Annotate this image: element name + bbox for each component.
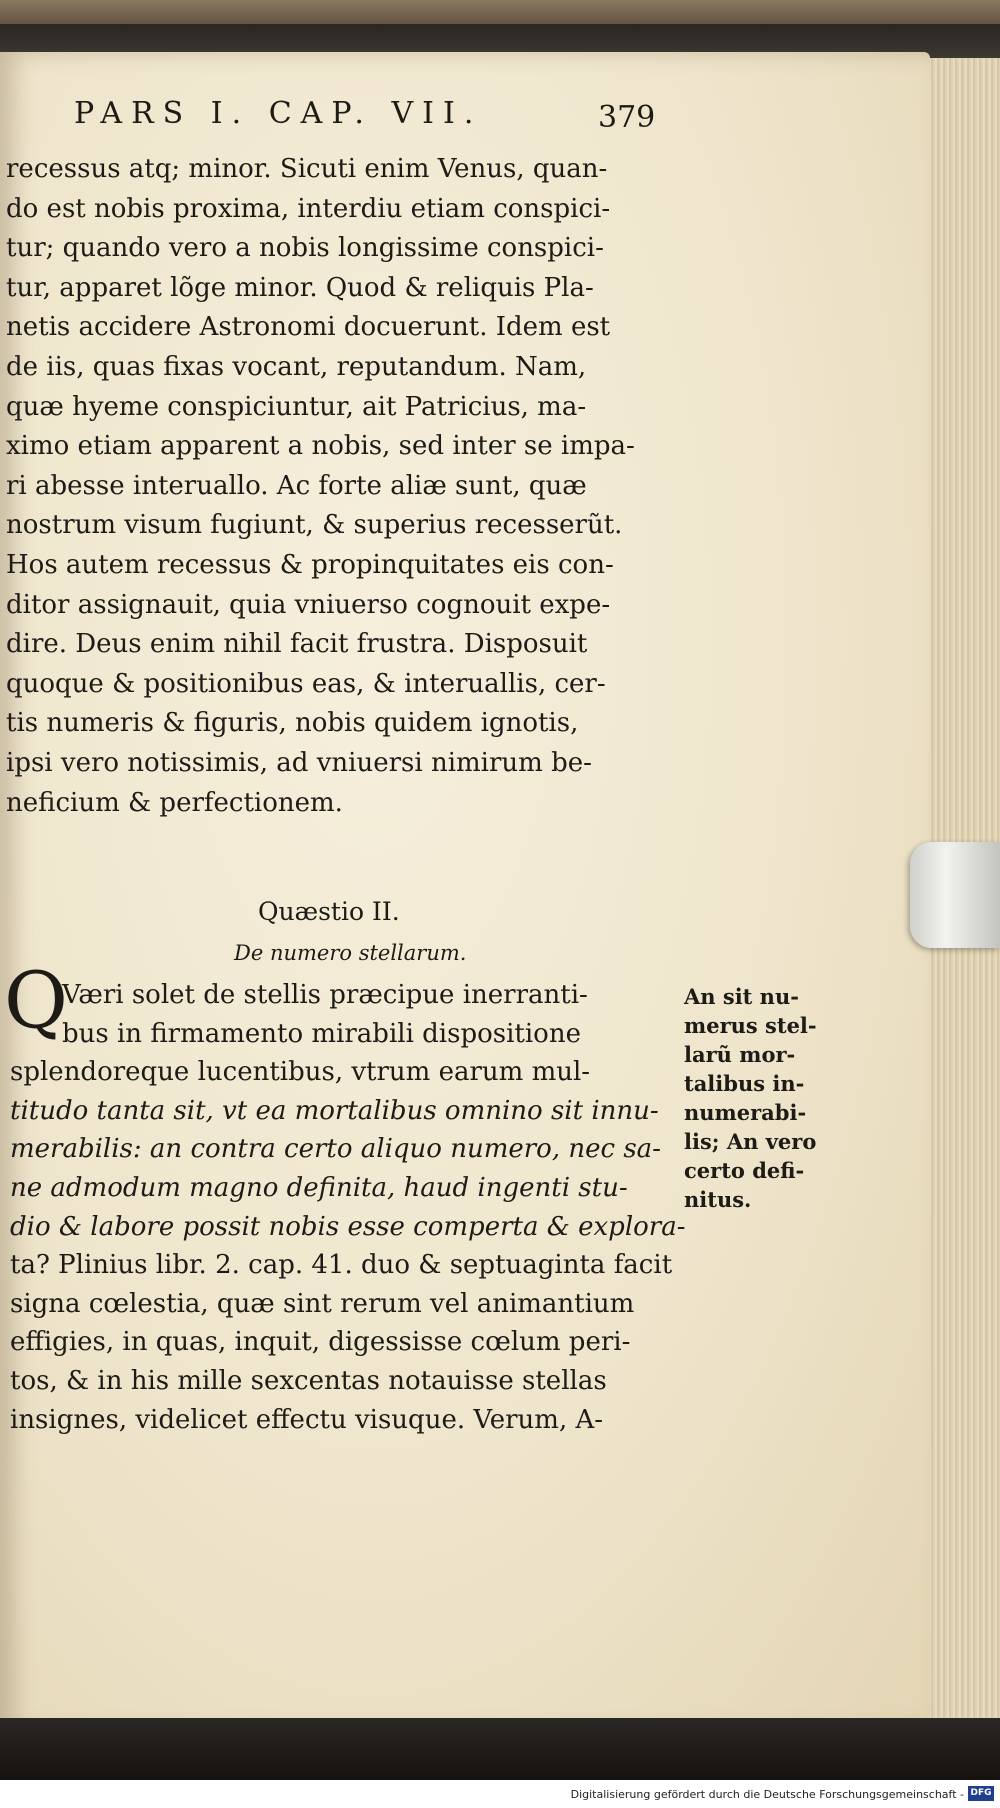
text-line: splendoreque lucentibus, vtrum earum mul-	[10, 1057, 591, 1088]
text-line: netis accidere Astronomi docuerunt. Idem est	[6, 312, 611, 343]
text-line: signa cœlestia, quæ sint rerum vel animantium	[10, 1288, 635, 1319]
text-line: ta? Plinius libr. 2. cap. 41. duo & septuaginta facit	[10, 1250, 673, 1281]
text-line: quoque & positionibus eas, & interuallis, cer-	[6, 668, 606, 699]
text-line: dio & labore possit nobis esse comperta & explora-	[10, 1211, 686, 1242]
text-line: quæ hyeme conspiciuntur, ait Patricius, ma-	[6, 391, 587, 422]
funding-credit: Digitalisierung gefördert durch die Deutsche Forschungsgemeinschaft -	[570, 1788, 964, 1801]
page-clip	[910, 842, 1000, 948]
text-line: ri abesse interuallo. Ac forte aliæ sunt, quæ	[6, 470, 587, 501]
text-line: ipsi vero notissimis, ad vniuersi nimirum be-	[6, 747, 592, 778]
text-line: nostrum visum fugiunt, & superius recesserũt.	[6, 510, 623, 541]
text-line: recessus atq; minor. Sicuti enim Venus, quan-	[6, 154, 608, 184]
text-line: neficium & perfectionem.	[6, 787, 343, 818]
book-cover-bottom	[0, 1718, 1000, 1780]
text-line: ximo etiam apparent a nobis, sed inter se impa-	[6, 431, 635, 462]
marginal-note-line: numerabi-	[684, 1100, 807, 1125]
text-line: ne admodum magno definita, haud ingenti stu-	[10, 1172, 628, 1203]
marginal-note-line: lis; An vero	[684, 1129, 817, 1154]
text-line: tur, apparet lõge minor. Quod & reliquis Pla-	[6, 272, 594, 303]
marginal-note-line: merus stel-	[684, 1013, 817, 1038]
marginal-note-line: An sit nu-	[684, 984, 799, 1009]
drop-cap: Q	[4, 956, 68, 1046]
text-line: bus in firmamento mirabili dispositione	[62, 1018, 581, 1049]
body-text-section-1	[6, 150, 676, 823]
text-line: do est nobis proxima, interdiu etiam conspici-	[6, 193, 611, 224]
text-line: tos, & in his mille sexcentas notauisse stellas	[10, 1365, 607, 1396]
page-number: 379	[598, 100, 656, 135]
section-subtitle: De numero stellarum.	[234, 941, 467, 965]
text-line: Hos autem recessus & propinquitates eis con-	[6, 549, 614, 580]
marginal-note-line: larũ mor-	[684, 1042, 796, 1067]
text-line: dire. Deus enim nihil facit frustra. Disposuit	[6, 629, 588, 660]
body-text-section-2	[10, 976, 686, 1439]
text-line: ditor assignauit, quia vniuerso cognouit expe-	[6, 589, 611, 620]
marginal-note-line: certo defi-	[684, 1158, 805, 1183]
text-line: insignes, videlicet effectu visuque. Verum, A-	[10, 1404, 604, 1435]
text-line: titudo tanta sit, vt ea mortalibus omnino sit innu-	[10, 1095, 659, 1126]
text-line: Væri solet de stellis præcipue inerranti-	[62, 980, 588, 1010]
running-head: PARS I. CAP. VII.	[74, 96, 483, 131]
text-line: tur; quando vero a nobis longissime conspici-	[6, 233, 604, 264]
marginal-note-line: nitus.	[684, 1187, 752, 1212]
dfg-logo: DFG	[968, 1786, 994, 1801]
marginal-note	[684, 982, 844, 1214]
marginal-note-line: talibus in-	[684, 1071, 805, 1096]
text-line: merabilis: an contra certo aliquo numero, nec sa-	[10, 1134, 661, 1165]
text-line: effigies, in quas, inquit, digessisse cœlum peri-	[10, 1327, 631, 1358]
text-line: tis numeris & figuris, nobis quidem ignotis,	[6, 708, 579, 739]
section-title: Quæstio II.	[258, 897, 400, 926]
text-line: de iis, quas fixas vocant, reputandum. Nam,	[6, 351, 587, 382]
